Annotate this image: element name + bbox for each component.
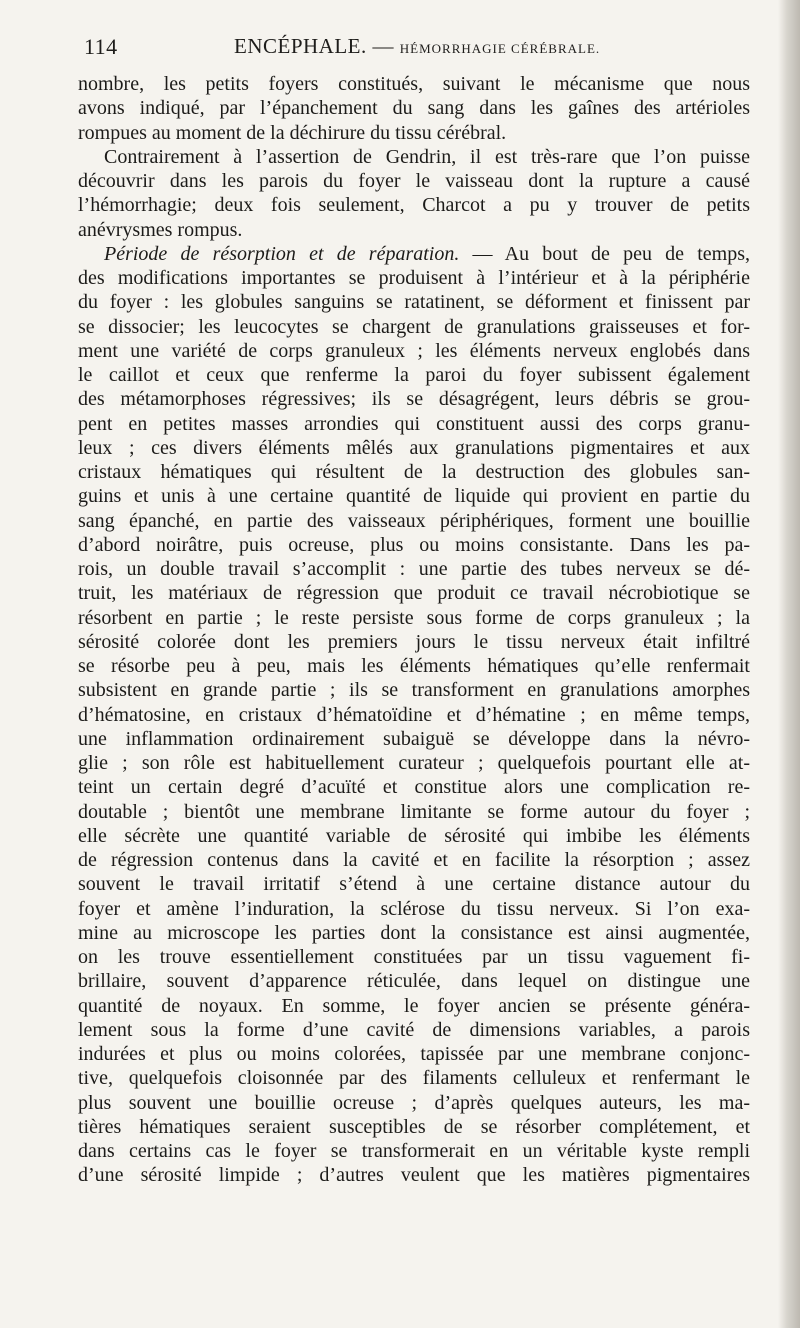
text-line: brillaire, souvent d’apparence réticulée, dans lequel on distingue une [78,970,750,993]
text-line: une inflammation ordinairement subaiguë se développe dans la névro- [78,727,750,750]
text-line: subsistent en grande partie ; ils se transforment en granulations amorphes [78,679,750,702]
text-line: d’abord noirâtre, puis ocreuse, plus ou moins consistante. Dans les pa- [78,533,750,556]
page-edge-shadow [778,0,800,1328]
text-line: se résorbe peu à peu, mais les éléments hématiques qu’elle renfermait [78,655,750,677]
text-line: de régression contenus dans la cavité et en facilite la résorption ; assez [78,849,750,871]
text-line: glie ; son rôle est habituellement curateur ; quelquefois pourtant elle at- [78,752,750,774]
text-line: teint un certain degré d’acuïté et constitue alors une complication re- [78,776,750,799]
page-number: 114 [84,34,118,59]
text-line: le caillot et ceux que renferme la paroi du foyer subissent également [78,364,750,386]
text-line: elle sécrète une quantité variable de sérosité qui imbibe les éléments [78,824,750,847]
text-line: cristaux hématiques qui résultent de la destruction des globules san- [78,461,750,483]
text-line: truit, les matériaux de régression que produit ce travail nécrobiotique se [78,582,750,605]
text-line: lement sous la forme d’une cavité de dimensions variables, a parois [78,1018,750,1041]
text-line: Contrairement à l’assertion de Gendrin, il est très-rare que l’on puisse [104,145,750,168]
running-title [234,34,600,59]
text-line: tières hématiques seraient susceptibles de se résorber complétement, et [78,1115,750,1138]
chapter-title: ENCÉPHALE. [234,34,367,58]
text-line: pent en petites masses arrondies qui constituent aussi des corps granu- [78,412,750,435]
text-line: foyer et amène l’induration, la sclérose du tissu nerveux. Si l’on exa- [78,897,750,920]
text-line: doutable ; bientôt une membrane limitante se forme autour du foyer ; [78,800,750,823]
section-heading-line [78,242,750,266]
text-line: sérosité colorée dont les premiers jours le tissu nerveux était infiltré [78,630,750,653]
text-line: découvrir dans les parois du foyer le vaisseau dont la rupture a causé [78,170,750,192]
text-line: tive, quelquefois cloisonnée par des filaments celluleux et renfermant le [78,1067,750,1090]
section-heading: Période de résorption et de réparation. [104,242,460,265]
text-line: on les trouve essentiellement constituées par un tissu vaguement fi- [78,946,750,968]
text-line: anévrysmes rompus. [78,218,243,241]
text-line: plus souvent une bouillie ocreuse ; d’après quelques auteurs, les ma- [78,1091,750,1114]
text-line: leux ; ces divers éléments mêlés aux granulations pigmentaires et aux [78,436,750,459]
text-line: nombre, les petits foyers constitués, suivant le mécanisme que nous [78,73,750,95]
text-line: quantité de noyaux. En somme, le foyer ancien se présente généra- [78,994,750,1017]
text-line: rompues au moment de la déchirure du tissu cérébral. [78,121,507,144]
text-line: sang épanché, en partie des vaisseaux périphériques, forment une bouillie [78,509,750,532]
text-line: souvent le travail irritatif s’étend à une certaine distance autour du [78,873,750,896]
text-line: l’hémorrhagie; deux fois seulement, Charcot a pu y trouver de petits [78,194,750,217]
text-line: avons indiqué, par l’épanchement du sang dans les gaînes des artérioles [78,97,750,120]
text-line: mine au microscope les parties dont la consistance est ainsi augmentée, [78,921,750,944]
text-line: rois, un double travail s’accomplit : une partie des tubes nerveux se dé- [78,558,750,580]
text-line: indurées et plus ou moins colorées, tapissée par une membrane conjonc- [78,1043,750,1065]
title-dash: — [366,34,400,58]
text-line: des métamorphoses régressives; ils se désagrégent, leurs débris se grou- [78,388,750,411]
section-subtitle: HÉMORRHAGIE CÉRÉBRALE. [399,41,601,56]
text-line: d’une sérosité limpide ; d’autres veulent que les matières pigmentaires [78,1164,750,1187]
body-text [78,72,750,1188]
text-line: résorbent en partie ; le reste persiste sous forme de corps granuleux ; la [78,606,750,629]
text-line: ment une variété de corps granuleux ; les éléments nerveux englobés dans [78,339,750,362]
text-line: se dissocier; les leucocytes se chargent de granulations graisseuses et for- [78,315,750,338]
running-header [84,34,754,64]
text-line: dans certains cas le foyer se transformerait en un véritable kyste rempli [78,1140,750,1162]
text-line: du foyer : les globules sanguins se ratatinent, se déforment et finissent par [78,291,750,314]
text-line: des modifications importantes se produisent à l’intérieur et à la périphérie [78,267,750,289]
heading-line-rest: — Au bout de peu de temps, [459,242,750,265]
text-line: guins et unis à une certaine quantité de liquide qui provient en partie du [78,485,750,508]
text-line: d’hématosine, en cristaux d’hématoïdine et d’hématine ; en même temps, [78,703,750,726]
